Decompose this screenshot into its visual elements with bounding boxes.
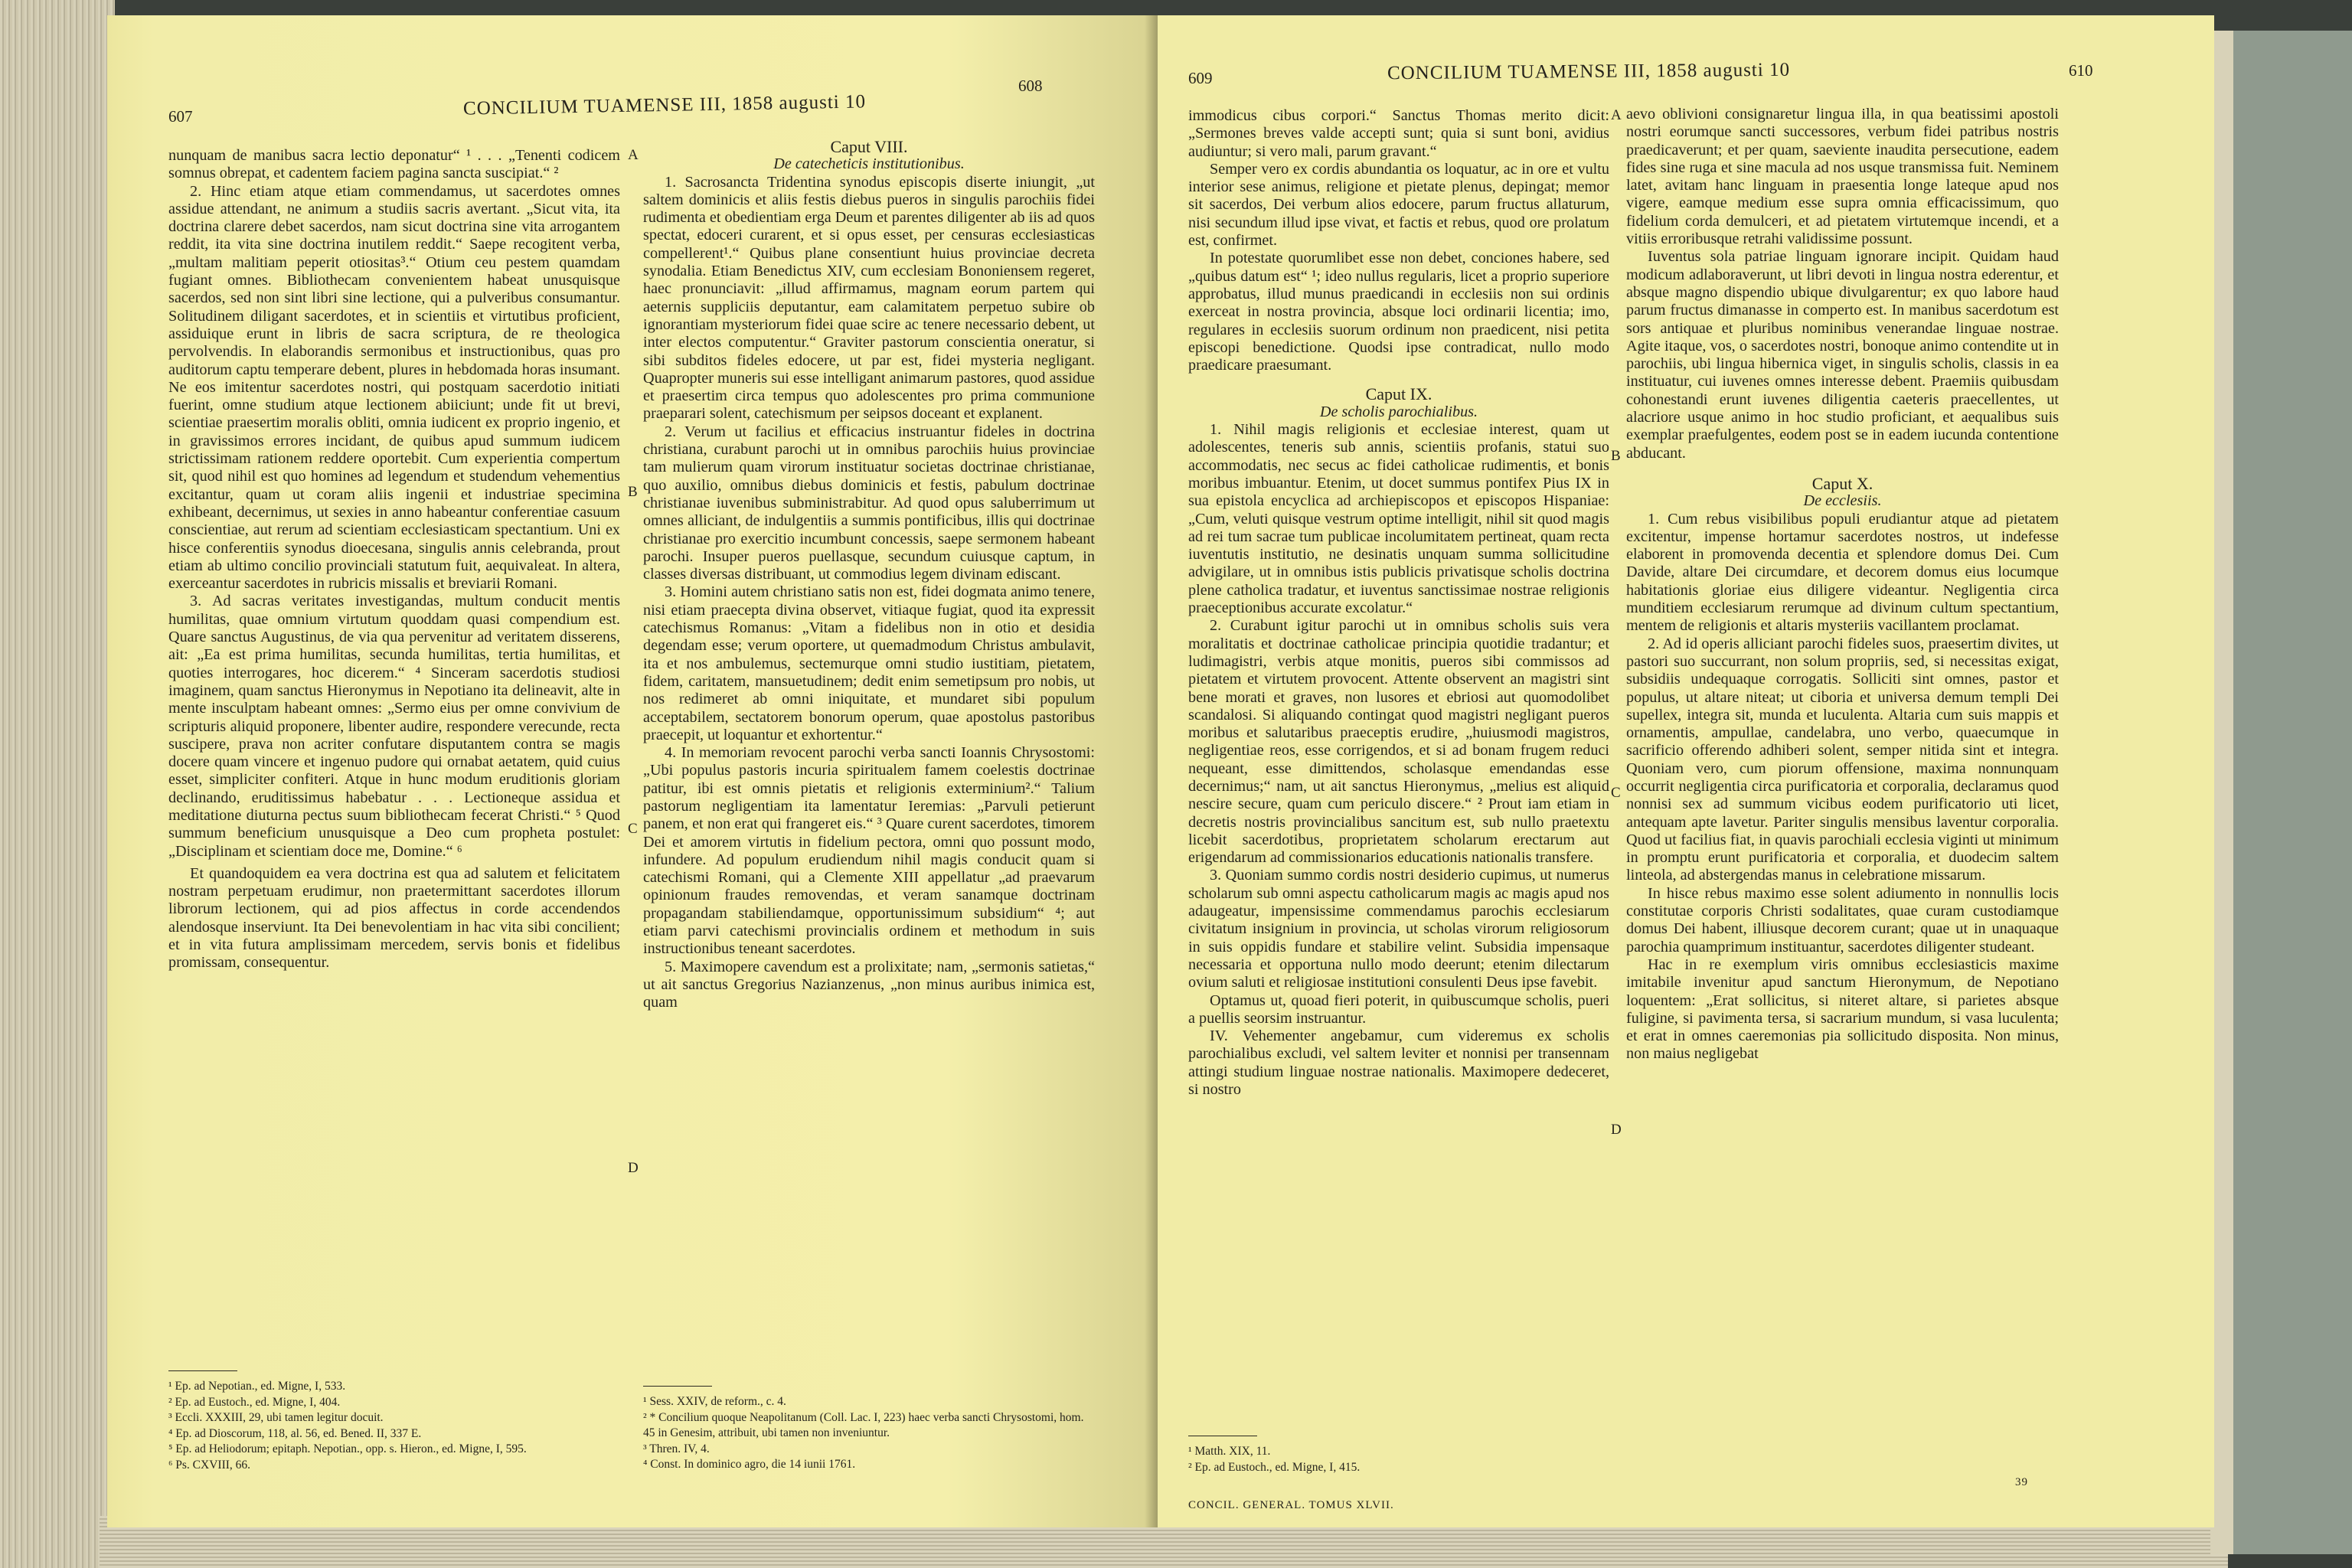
margin-letter: C [1611, 785, 1621, 801]
chapter-title: De ecclesiis. [1803, 492, 1882, 510]
running-head-left: CONCILIUM TUAMENSE III, 1858 augusti 10 [462, 91, 867, 119]
chapter-heading: Caput IX. [1365, 384, 1432, 404]
footnote: ¹ Sess. XXIV, de reform., c. 4. [643, 1395, 786, 1408]
paragraph: In potestate quorumlibet esse non debet, conciones habere, sed „quibus datum est“ ¹; ideo nullus regularis, licet a proprio superiore approbatus, illud munus praedicandi in ecclesiis non sui ordinis exerceat in nostra provincia, absque loci ordinarii licentia; imo, regulares in ecclesiis suorum ordinum non praedicent, nisi petita episcopi benedictione. Quodsi ipse contradicat, nullo modo praedicare praesumant. [1188, 250, 1609, 374]
paragraph: nunquam de manibus sacra lectio deponatur“ ¹ . . . „Tenenti codicem somnus obrepat, et cadentem faciem pagina sancta suscipiat.“ ² [168, 147, 620, 182]
paragraph: Et quandoquidem ea vera doctrina est qua ad salutem et felicitatem nostram perpetuam erudimur, non praetermittant sacerdotes illorum librorum lectionem, qui ad pios affectus in corde accendendos alendosque inserviunt. Ita Dei benevolentiam in hac vita sibi concilient; et in vita futura amplissimam mercedem, servis bonis et fidelibus promissam, consequentur. [168, 864, 620, 972]
paragraph: 5. Maximopere cavendum est a prolixitate; nam, „sermonis satietas,“ ut ait sanctus Gregorius Nazianzenus, „non minus auribus inimica est, quam [643, 958, 1095, 1011]
paragraph: In hisce rebus maximo esse solent adiumento in nonnullis locis constitutae corporis Christi sodalitates, quae curam custodiamque domus Dei habent, illiusque decorem curant; quae ut in unaquaque parochia quamprimum instituantur, sacerdotes diligenter studeant. [1626, 884, 2059, 956]
paragraph: 2. Verum ut facilius et efficacius instruantur fideles in doctrina christiana, curabunt parochi ut in omnibus parochiis huius provinciae tam mulierum quam virorum instituatur societas doctrinae christianae, quo auxilio, omnibus diebus dominicis et festis, pabulum doctrinae christianae iuvenibus subministrabitur. Ad quod opus saluberrimum ut omnes alliciant, de indulgentiis a summis pontificibus, illis qui doctrinae christianae pro exercitio incumbunt concessis, saepe sermonem habeant parochi. Insuper pueros puellasque, secundum cuiusque captum, in classes diversas distribuant, ut commodius legem divinam ediscant. [643, 423, 1095, 583]
footnote: ¹ Matth. XIX, 11. [1188, 1445, 1271, 1458]
footnote: ² * Concilium quoque Neapolitanum (Coll. Lac. I, 223) haec verba sancti Chrysostomi, hom. 45 in Genesim, attribuit, ubi tamen non inveniuntur. [643, 1410, 1084, 1439]
paragraph: 2. Curabunt igitur parochi ut in omnibus scholis suis vera moralitatis et doctrinae catholicae principia quotidie tradantur; et ludimagistri, verbis atque monitis, pueros sibi commissos ad pietatem et virtutem provocent. Attente observent an magistri sint bene morati et graves, non lusores et ebriosi aut quomodolibet scandalosi. Si aliquando contingat quod magistri negligant pueros moribus et salutaribus praeceptis erudire, „huiusmodi magistros, negligentiae reos, esse corrigendos, et si ad bonam frugem reduci nequeant, esse dimittendos, scholasque emendandas esse decernimus;“ nam, ut ait sanctus Hieronymus, „melius est aliquid nescire secure, quam cum periculo discere.“ ² Prout iam etiam in decretis nostris provincialibus sancitum est, sub nullo praetextu licebit sacerdotibus, proprietatem scholarum erectarum aut erigendarum ad commissionarios educationis nationalis transfere. [1188, 617, 1609, 867]
left-page [107, 15, 1158, 1527]
right-column-2 [1626, 106, 2059, 1063]
footnote: ² Ep. ad Eustoch., ed. Migne, I, 404. [168, 1395, 341, 1409]
chapter-heading: Caput VIII. [830, 137, 908, 156]
left-column-2 [643, 138, 1095, 1012]
footnote: ¹ Ep. ad Nepotian., ed. Migne, I, 533. [168, 1380, 346, 1393]
paragraph: Optamus ut, quoad fieri poterit, in quibuscumque scholis, pueri a puellis seorsim instruantur. [1188, 991, 1609, 1027]
paragraph: immodicus cibus corpori.“ Sanctus Thomas merito dicit: „Sermones breves valde accepti sunt; quia si sunt boni, avidius audiuntur; si vero mali, parum gravant.“ [1188, 107, 1609, 160]
chapter-title: De catecheticis institutionibus. [773, 155, 965, 173]
signature-footer: CONCIL. GENERAL. TOMUS XLVII. [1188, 1499, 1394, 1511]
paragraph: Hac in re exemplum viris omnibus ecclesiasticis maxime imitabile invenitur apud sanctum Hieronymum, de Nepotiano loquentem: „Erat sollicitus, si niteret altare, si parietes absque fuligine, si pavimenta tersa, si sacrarium mundum, si vasa luculenta; et erat in omnes caeremonias pia sollicitudo disposita. Non minus, non maius negligebat [1626, 956, 2059, 1063]
paragraph: 3. Homini autem christiano satis non est, fidei dogmata animo tenere, nisi etiam praecepta divina observet, vitiaque fugiat, quod ita expressit catechismus Romanus: „Vitam a fidelibus non in otio et desidia degendam esse; verum oportere, ut quemadmodum Christus ambulavit, ita et nos ambulemus, sectemurque omni studio iustitiam, pietatem, fidem, caritatem, mansuetudinem; dedit enim semetipsum pro nobis, ut nos redimeret ab omni iniquitate, et mundaret sibi populum acceptabilem, sectatorem bonorum operum, quae apostolus pastoribus praecepit, ut loquantur et exhortentur.“ [643, 583, 1095, 743]
footnote: ⁶ Ps. CXVIII, 66. [168, 1458, 251, 1472]
margin-letter: B [628, 484, 638, 500]
right-page [1158, 15, 2214, 1527]
margin-letter: B [1611, 448, 1621, 464]
footnote: ⁴ Const. In dominico agro, die 14 iunii 1761. [643, 1458, 856, 1471]
paragraph: 3. Ad sacras veritates investigandas, multum conducit mentis humilitas, quae omnium virtutum quoddam quasi compendium est. Quare sanctus Augustinus, de via qua pervenitur ad veritatem disserens, ait: „Ea est prima humilitas, secunda humilitas, tertia humilitas, et quoties interrogares, hoc dicerem.“ ⁴ Sinceram sacerdotis studiosi imaginem, quam sanctus Hieronymus in Nepotiano ita delineavit, alte in mente insculptam habeant omnes: „Sermo eius per omne convivium de scripturis aliquid proponere, libenter audire, respondere verecunde, recta suscipere, prava non acriter confutare disputantem contra se magis docere quam vincere et ingenuo pudore qui ornabat aetatem, quid cuius esset, simpliciter confiteri. Atque in hunc modum eruditionis gloriam declinando, eruditissimus habebatur . . . Lectioneque assidua et meditatione diuturna pectus suum bibliothecam fecerat Christi.“ ⁵ Quod summum beneficium unusquisque a Deo cum propheta postulet: „Disciplinam et scientiam doce me, Domine.“ ⁶ [168, 593, 620, 860]
book-cover-right [2210, 31, 2352, 1554]
paragraph: Iuventus sola patriae linguam ignorare incipit. Quidam haud modicum adlaboraverunt, ut libri devoti in lingua nostra ederentur, et absque magno dispendio ubique divulgarentur; ex quo labore haud parum fructus dimanasse in comperto est. In manibus sacerdotum est sors antiquae et pluribus nominibus venerandae linguae nostrae. Agite itaque, vos, o sacerdotes nostri, bonoque animo contendite ut in parochiis, ubi lingua hibernica viget, in singulis scholis, classis in ea instituatur, cui iuvenes omnes interesse debent. Praemiis quibusdam cohonestandi erunt iuvenes diligentia caeteris praecellentes, ut alacriore usque animo in hoc studio proficiant, et aequalibus suis exemplar praefulgentes, eodem post se in eadem iucunda contentione abducant. [1626, 248, 2059, 462]
footnote-rule [643, 1386, 712, 1387]
footnotes-left-col2 [643, 1386, 1095, 1473]
footnote: ⁵ Ep. ad Heliodorum; epitaph. Nepotian., opp. s. Hieron., ed. Migne, I, 595. [168, 1442, 527, 1455]
chapter-title: De scholis parochialibus. [1319, 403, 1478, 420]
footnote: ⁴ Ep. ad Dioscorum, 118, al. 56, ed. Bened. II, 337 E. [168, 1426, 422, 1440]
running-head-right: CONCILIUM TUAMENSE III, 1858 augusti 10 [1387, 59, 1791, 84]
footnote-rule [168, 1370, 237, 1371]
margin-letter: A [628, 147, 639, 163]
paragraph: Semper vero ex cordis abundantia os loquatur, ac in ore et vultu interior sese animus, religione et pietate plenus, depingat; memor sit sacerdos, Dei verbum alios edocere, parum fructus allaturum, nisi secundum illud ipse vivat, et factis et rebus, quod ore prolatum est, confirmet. [1188, 160, 1609, 250]
footnotes-left-col1 [168, 1370, 620, 1473]
left-column-1 [168, 147, 620, 972]
chapter-heading: Caput X. [1811, 473, 1873, 493]
page-number-607: 607 [168, 107, 193, 126]
signature-number: 39 [2015, 1476, 2028, 1488]
paragraph: 2. Hinc etiam atque etiam commendamus, ut sacerdotes omnes assidue attendant, ne animum a studiis sacris avertant. „Sicut vita, ita doctrina clarere debet sacerdos, nam sicut doctrina sine vita arrogantem reddit, ita vita sine doctrina inutilem reddit.“ Saepe recogitent verba, „multam malitiam peperit otiositas³.“ Otium ceu pestem quamdam fugiant omnes. Bibliothecam convenientem habeat unusquisque sacerdos, sed non sint libri sine lectione, qui a pulveribus consumantur. Solitudinem diligant sacerdotes, et in scientiis et virtutibus proficient, assiduique erunt in libris de sacra scriptura, de re theologica pervolvendis. In elaborandis sermonibus et instructionibus, quas pro auditorum captu temperare debent, plures in hebdomada horas insumant. Ne eos imitentur sacerdotes nostri, qui postquam sacerdotio initiati fuerint, omne studium atque lectionem abiiciunt; unde fit ut brevi, scientiae praesertim moralis obliti, omnia iudicent ex proprio ingenio, et in gravissimos errores incidant, de quibus apud summum iudicem strictissimam rationem reddere oportebit. Cum experientia compertum sit, quod nihil est quo homines ad legendum et studendum vehementius excitantur, quam ut coram aliis ingenii et industriae specimina exhibeant, decernimus, ut sexies in anno habeantur conferentiae casuum conscientiae, aut rerum ad scientiam ecclesiasticam spectantium. Uni ex hisce conferentiis synodus dioecesana, singulis annis celebranda, prout etiam ab ultimo concilio provinciali statutum fuit, aequivaleat. In altera, exerceantur sacerdotes in rubricis missalis et breviarii Romani. [168, 182, 620, 593]
page-number-608: 608 [1018, 77, 1043, 95]
paragraph: IV. Vehementer angebamur, cum videremus ex scholis parochialibus excludi, vel saltem leviter et nonnisi per transennam attingi studium linguae nostrae nationalis. Maximopere dedeceret, si nostro [1188, 1027, 1609, 1099]
paragraph: 3. Quoniam summo cordis nostri desiderio cupimus, ut numerus scholarum sub omni aspectu catholicarum magis ac magis apud nos adaugeatur, impensissime commendamus parochis ecclesiarum civitatum insignium in provincia, ut scholas virorum religiosorum in suis oppidis fundare et stabilire velint. Subsidia impensaque necessaria et opportuna nullo modo deerunt; etenim dilectarum ovium saluti et religiosae institutioni consulenti Deus ipse favebit. [1188, 867, 1609, 991]
margin-letter: C [628, 821, 638, 837]
page-number-609: 609 [1188, 69, 1213, 87]
paragraph: 4. In memoriam revocent parochi verba sancti Ioannis Chrysostomi: „Ubi populus pastoris incuria spiritualem famem coelestis doctrinae patitur, ibi est omnis pietatis et religionis exterminium².“ Talium pastorum negligentiam ita lamentatur Ieremias: „Parvuli petierunt panem, et non erat qui frangeret eis.“ ³ Quare curent sacerdotes, timorem Dei et amorem virtutis in fidelium pectora, omni quo possunt modo, infundere. Ad populum erudiendum nihil magis conducit quam si catechismi Romani, qui a Clemente XIII appellatur „ad praevarum opinionum fraudes removendas, et veram sanamque doctrinam propagandam stabiliendamque, opportunissimum subsidium“ ⁴; aut etiam parvi catechismi provincialis ordinem et methodum in suis instructionibus teneant sacerdotes. [643, 744, 1095, 958]
right-column-1 [1188, 107, 1609, 1099]
paragraph: aevo oblivioni consignaretur lingua illa, in qua beatissimi apostoli nostri eorumque sancti successores, verbum fidei patribus nostris praedicaverunt; et per quam, saeviente inaudita persecutione, eadem fides sine ruga et sine macula ad nos usque transmissa fuit. Neminem latet, avitam hanc linguam in praesentia longe lateque apud nos vigere, eamque medium esse supra omnia efficacissimum, quo fidelium corda demulceri, et ad pietatem virtutemque incendi, et a vitiis erroribusque retrahi validissime possunt. [1626, 106, 2059, 248]
paragraph: 1. Cum rebus visibilibus populi erudiantur atque ad pietatem excitentur, impense hortamur sacerdotes nostros, ut indefesse elaborent in promovenda decentia et splendore domus Dei. Cum Davide, altare Dei circumdare, et decorem domus eius locumque habitationis gloriae eius diligere videantur. Negligentia circa munditiem ecclesiarum rerumque ad divinum cultum spectantium, mentem de religionis et altaris mysteriis vacillantem proclamat. [1626, 510, 2059, 635]
paragraph: 1. Sacrosancta Tridentina synodus episcopis diserte iniungit, „ut saltem dominicis et aliis festis diebus pueros in singulis parochiis fidei rudimenta et obedientiam erga Deum et parentes diligenter ab iis ad quos spectat, edoceri curarent, et si opus esset, per censuras ecclesiasticas compellerent¹.“ Quibus plane consentiunt huius provinciae decreta synodalia. Etiam Benedictus XIV, cum ecclesiam Bononiensem regeret, haec pronunciavit: „illud affirmamus, magnam eorum partem qui aeternis suppliciis deputantur, eam calamitatem perpetuo subire ob ignorantiam mysteriorum fidei quae scire ac tenere necessario debent, ut inter electos computentur.“ Graviter pastorum conscientia oneratur, si sibi subditos fideles edocere, ut par est, fidei mysteria negligant. Quapropter muneris sui esse intelligant animarum pastores, quod assidue et praesertim circa tempus quo adolescentes pro prima communione praeparari solent, catechismum per seipsos doceant et explanent. [643, 173, 1095, 423]
footnote: ³ Thren. IV, 4. [643, 1442, 710, 1455]
margin-letter: D [628, 1160, 639, 1176]
footnote: ³ Eccli. XXXIII, 29, ubi tamen legitur docuit. [168, 1411, 384, 1424]
page-number-610: 610 [2069, 61, 2093, 80]
footnote: ² Ep. ad Eustoch., ed. Migne, I, 415. [1188, 1460, 1361, 1474]
book-page-edges-left [0, 0, 115, 1568]
paragraph: 1. Nihil magis religionis et ecclesiae interest, quam ut adolescentes, teneris sub annis, scientiis profanis, statui suo accommodatis, nec secus ac fidei catholicae rudimentis, et bonis moribus imbuantur. Etenim, ut docet summus pontifex Pius IX in sua epistola encyclica ad archiepiscopos et episcopos Hispaniae: „Cum, veluti quisque vestrum optime intelligit, nihil sit quod magis ad rei tum sacrae tum publicae incolumitatem pertineat, quam recta iuventutis institutio, ne desinatis unquam summa sollicitudine advigilare, ut in omnibus istis publicis privatisque scholis doctrina plene catholica tradatur, et iuventus sanctissimae nostrae religionis praeceptionibus accurate excolatur.“ [1188, 421, 1609, 617]
margin-letter: A [1611, 107, 1622, 123]
paragraph: 2. Ad id operis alliciant parochi fideles suos, praesertim divites, ut pastori suo succurrant, non solum propriis, sed, si necessitas exigat, subsidiis undequaque corrogatis. Solliciti sint omnes, pastor et populus, ut altare niteat; ut ciboria et universa demum templi Dei supellex, integra sit, munda et luculenta. Altaria cum suis mappis et ornamentis, ampullae, candelabra, uno verbo, quaecumque in sacrificio offerendo adhiberi solent, semper nitida sint et integra. Quoniam vero, cum piorum offensione, maxima nonnunquam occurrit negligentia circa purificatoria et corporalia, declaramus quod nonnisi sex ad summum vicibus eodem purificatorio uti licet, antequam apte lavetur. Pariter singulis mensibus laventur corporalia. Quod ut facilius fiat, in quavis parochiali ecclesia viginti ut minimum in promptu erunt purificatoria et corporalia, et duodecim saltem linteola, ad abstergendas manus in celebratione missarum. [1626, 635, 2059, 884]
footnotes-right [1188, 1436, 1609, 1475]
margin-letter: D [1611, 1122, 1622, 1138]
